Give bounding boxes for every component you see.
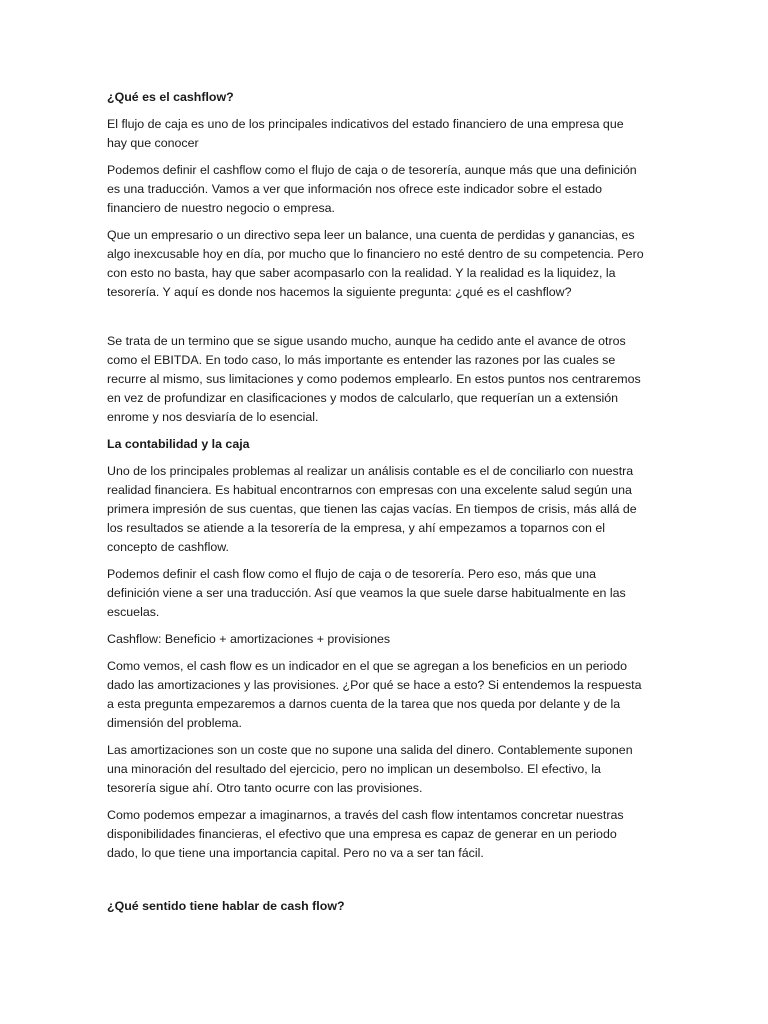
paragraph-termino: Se trata de un termino que se sigue usando mucho, aunque ha cedido ante el avance de otros como el EBITDA. En todo caso, lo más importante es entender las razones por las cuales se recurre al mismo, sus limitaciones y como podemos emplearlo. En estos puntos nos centraremos en vez de profundizar en clasificaciones y modos de calcularlo, que requerían un a extensión enrome y nos desviaría de lo esencial.	[107, 334, 641, 424]
document-page	[107, 88, 647, 924]
paragraph-problemas: Uno de los principales problemas al realizar un análisis contable es el de conciliarlo con nuestra realidad financiera. Es habitual encontrarnos con empresas con una excelente salud según una primera impresión de sus cuentas, que tienen las cajas vacías. En tiempos de crisis, más allá de los resultados se atiende a la tesorería de la empresa, y ahí empezamos a toparnos con el concepto de cashflow.	[107, 464, 637, 554]
paragraph-intro: El flujo de caja es uno de los principales indicativos del estado financiero de una empresa que hay que conocer	[107, 117, 624, 150]
section-heading-contabilidad: La contabilidad y la caja	[107, 437, 250, 451]
paragraph-balance: Que un empresario o un directivo sepa leer un balance, una cuenta de perdidas y ganancias, es algo inexcusable hoy en día, por mucho que lo financiero no esté dentro de su competencia. Pero con esto no basta, hay que saber acompasarlo con la realidad. Y la realidad es la liquidez, la tesorería. Y aquí es donde nos hacemos la siguiente pregunta: ¿qué es el cashflow?	[107, 228, 644, 299]
paragraph-formula: Cashflow: Beneficio + amortizaciones + provisiones	[107, 632, 391, 646]
paragraph-amortizaciones: Las amortizaciones son un coste que no supone una salida del dinero. Contablemente suponen una minoración del resultado del ejercicio, pero no implican un desembolso. El efectivo, la tesorería sigue ahí. Otro tanto ocurre con las provisiones.	[107, 743, 633, 795]
paragraph-definition: Podemos definir el cashflow como el flujo de caja o de tesorería, aunque más que una definición es una traducción. Vamos a ver que información nos ofrece este indicador sobre el estado financiero de nuestro negocio o empresa.	[107, 163, 637, 215]
paragraph-imaginarnos: Como podemos empezar a imaginarnos, a través del cash flow intentamos concretar nuestras disponibilidades financieras, el efectivo que una empresa es capaz de generar en un periodo dado, lo que tiene una importancia capital. Pero no va a ser tan fácil.	[107, 808, 624, 860]
paragraph-como-vemos: Como vemos, el cash flow es un indicador en el que se agregan a los beneficios en un periodo dado las amortizaciones y las provisiones. ¿Por qué se hace a esto? Si entendemos la respuesta a esta pregunta empezaremos a darnos cuenta de la tarea que nos queda por delante y de la dimensión del problema.	[107, 659, 642, 730]
paragraph-definicion-cash-flow: Podemos definir el cash flow como el flujo de caja o de tesorería. Pero eso, más que una definición viene a ser una traducción. Así que veamos la que suele darse habitualmente en las escuelas.	[107, 567, 626, 619]
section-heading-cashflow: ¿Qué es el cashflow?	[107, 90, 234, 104]
section-heading-sentido: ¿Qué sentido tiene hablar de cash flow?	[107, 899, 345, 913]
